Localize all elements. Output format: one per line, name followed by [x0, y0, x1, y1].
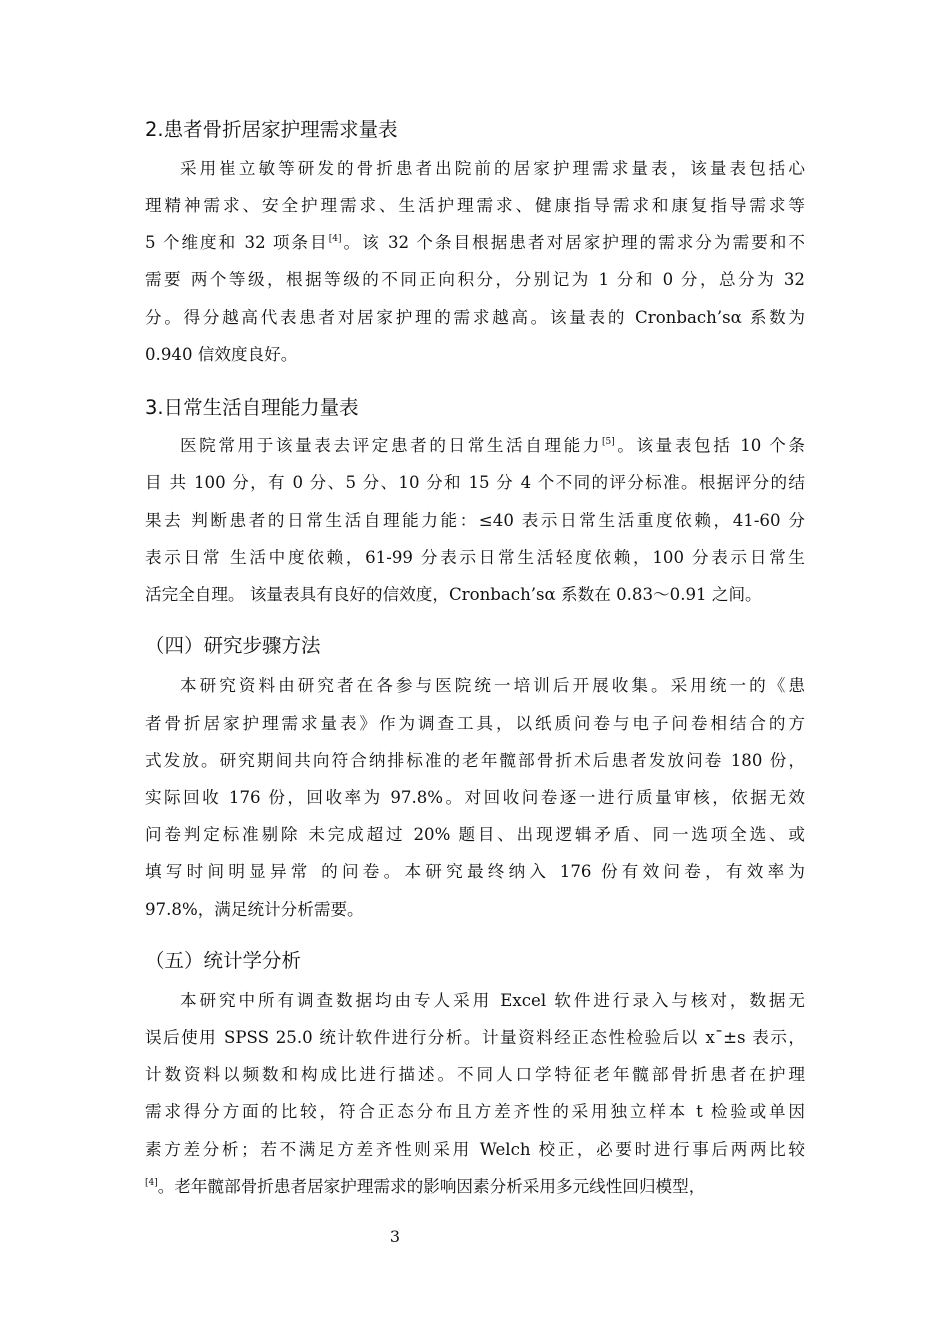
paragraph-line: 果去 判断患者的日常生活自理能力能：≤40 表示日常生活重度依赖，41-60 分	[145, 511, 805, 530]
paragraph-line: 式发放。研究期间共向符合纳排标准的老年髋部骨折术后患者发放问卷 180 份，	[145, 751, 805, 770]
paragraph-line: 需要 两个等级，根据等级的不同正向积分，分别记为 1 分和 0 分，总分为 32	[145, 270, 805, 289]
text-run: 。该量表包括 10 个条	[614, 436, 805, 455]
text-run: 医院常用于该量表去评定患者的日常生活自理能力	[180, 436, 602, 455]
paragraph-line: 本研究中所有调查数据均由专人采用 Excel 软件进行录入与核对，数据无	[180, 991, 805, 1010]
paragraph-line: 采用崔立敏等研发的骨折患者出院前的居家护理需求量表，该量表包括心	[180, 159, 805, 178]
paragraph-line: 0.940 信效度良好。	[145, 345, 298, 364]
paragraph-line: 误后使用 SPSS 25.0 统计软件进行分析。计量资料经正态性检验后以 x¯±s 表示，	[145, 1028, 805, 1047]
citation-ref: [4]	[328, 234, 342, 244]
paragraph-line: 问卷判定标准剔除 未完成超过 20% 题目、出现逻辑矛盾、同一选项全选、或	[145, 825, 805, 844]
paragraph-line: 本研究资料由研究者在各参与医院统一培训后开展收集。采用统一的《患	[180, 676, 805, 695]
paragraph-line	[145, 1175, 705, 1199]
citation-ref: [5]	[601, 437, 615, 447]
paragraph-line	[145, 231, 805, 255]
section-heading-5: （五）统计学分析	[145, 949, 302, 972]
citation-ref: [4]	[145, 1178, 158, 1188]
section-heading-4: （四）研究步骤方法	[145, 634, 321, 657]
paragraph-line: 需求得分方面的比较，符合正态分布且方差齐性的采用独立样本 t 检验或单因	[145, 1102, 805, 1121]
paragraph-line: 实际回收 176 份，回收率为 97.8%。对回收问卷逐一进行质量审核，依据无效	[145, 788, 805, 807]
paragraph-line	[180, 434, 805, 458]
paragraph-line: 计数资料以频数和构成比进行描述。不同人口学特征老年髋部骨折患者在护理	[145, 1065, 805, 1084]
paragraph-line: 者骨折居家护理需求量表》作为调查工具，以纸质问卷与电子问卷相结合的方	[145, 714, 805, 733]
text-run: 5 个维度和 32 项条目	[145, 233, 329, 252]
text-run: 。老年髋部骨折患者居家护理需求的影响因素分析采用多元线性回归模型，	[157, 1177, 706, 1196]
section-heading-3: 3.日常生活自理能力量表	[145, 396, 359, 419]
paragraph-line: 填写时间明显异常 的问卷。本研究最终纳入 176 份有效问卷，有效率为	[145, 862, 805, 881]
paragraph-line: 97.8%，满足统计分析需要。	[145, 900, 364, 919]
paragraph-line: 目 共 100 分，有 0 分、5 分、10 分和 15 分 4 个不同的评分标准。根据评分的结	[145, 473, 805, 492]
paragraph-line: 理精神需求、安全护理需求、生活护理需求、健康指导需求和康复指导需求等	[145, 196, 805, 215]
paragraph-line: 表示日常 生活中度依赖，61-99 分表示日常生活轻度依赖，100 分表示日常生	[145, 548, 805, 567]
section-heading-2: 2.患者骨折居家护理需求量表	[145, 118, 398, 141]
page-number: 3	[389, 1227, 401, 1246]
paragraph-line: 活完全自理。 该量表具有良好的信效度，Cronbach’sα 系数在 0.83～0.91 之间。	[145, 585, 762, 604]
paragraph-line: 分。得分越高代表患者对居家护理的需求越高。该量表的 Cronbach’sα 系数为	[145, 308, 805, 327]
paragraph-line: 素方差分析；若不满足方差齐性则采用 Welch 校正，必要时进行事后两两比较	[145, 1140, 805, 1159]
text-run: 。该 32 个条目根据患者对居家护理的需求分为需要和不	[341, 233, 805, 252]
